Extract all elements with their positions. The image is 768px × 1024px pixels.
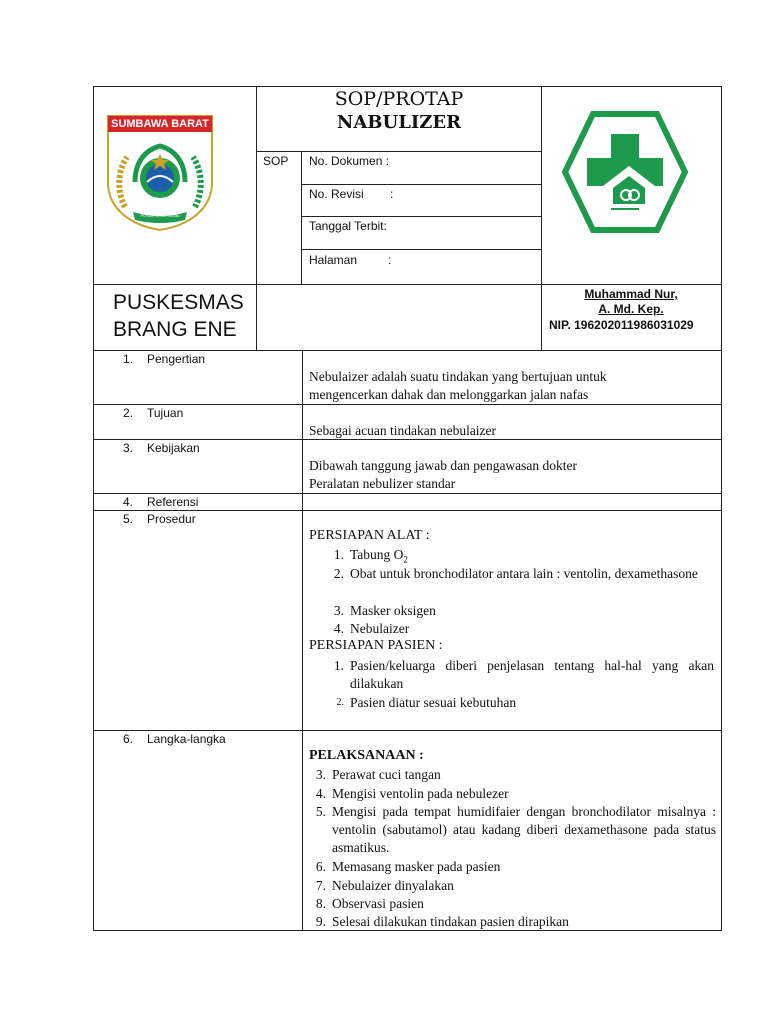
list-item: 2. Pasien diatur sesuai kebutuhan (336, 695, 517, 710)
revisi-colon: : (390, 187, 394, 201)
pelaksanaan-heading: PELAKSANAAN : (309, 748, 424, 763)
emblem-title: SUMBAWA BARAT (111, 118, 209, 130)
pengertian-line2: mengencerkan dahak dan melonggarkan jalan nafas (309, 387, 589, 402)
section-5-title: Prosedur (147, 512, 196, 526)
section-3-number: 3. (123, 441, 134, 455)
persiapan-alat-heading: PERSIAPAN ALAT : (309, 528, 430, 543)
section-4-title: Referensi (147, 495, 199, 509)
list-item: 2. Obat untuk bronchodilator antara lain : ventolin, dexamethasone (333, 566, 698, 581)
pengertian-line1: Nebulaizer adalah suatu tindakan yang bertujuan untuk (309, 369, 607, 384)
section-6-title: Langka-langka (147, 732, 226, 746)
tanggal-label: Tanggal Terbit: (309, 219, 387, 233)
section-4-number: 4. (123, 495, 134, 509)
list-item: 9. Selesai dilakukan tindakan pasien dirapikan (315, 914, 569, 929)
halaman-label: Halaman (309, 253, 358, 267)
section-6-number: 6. (123, 732, 134, 746)
sop-title-line2: NABULIZER (336, 112, 462, 133)
list-item: 4. Mengisi ventolin pada nebulezer (315, 786, 509, 801)
sop-label: SOP (263, 154, 289, 168)
signer-nip: NIP. 196202011986031029 (549, 318, 694, 332)
tujuan-line1: Sebagai acuan tindakan nebulaizer (309, 423, 497, 438)
institution-line2: BRANG ENE (113, 318, 237, 341)
list-item: 3. Masker oksigen (333, 603, 436, 618)
list-item: 3. Perawat cuci tangan (315, 767, 441, 782)
list-item: 7. Nebulaizer dinyalakan (315, 878, 454, 893)
doc-no-label: No. Dokumen : (309, 154, 390, 168)
sop-title-line1: SOP/PROTAP (334, 88, 464, 110)
list-item: 6. Memasang masker pada pasien (315, 859, 501, 874)
list-item: 1. Tabung $O_2$ (333, 547, 408, 565)
section-5-number: 5. (123, 512, 134, 526)
list-item: 4. Nebulaizer (333, 621, 410, 636)
persiapan-pasien-heading: PERSIAPAN PASIEN : (309, 638, 443, 653)
kebijakan-line1: Dibawah tanggung jawab dan pengawasan dokter (309, 458, 578, 473)
kebijakan-line2: Peralatan nebulizer standar (309, 476, 456, 491)
emblem-motto: PUSUK LEMA SAMBI (140, 213, 180, 218)
section-2-title: Tujuan (147, 406, 184, 420)
signer-name: Muhammad Nur, (584, 287, 678, 301)
section-1-title: Pengertian (147, 352, 206, 366)
signer-title: A. Md. Kep. (598, 302, 664, 316)
list-item: 1. Pasien/keluarga diberi penjelasan tentang hal-hal yang akan dilakukan (333, 658, 714, 691)
list-item: 8. Observasi pasien (315, 896, 424, 911)
section-2-number: 2. (123, 406, 134, 420)
section-3-title: Kebijakan (147, 441, 200, 455)
institution-line1: PUSKESMAS (113, 291, 244, 314)
section-1-number: 1. (123, 352, 134, 366)
halaman-colon: : (388, 253, 392, 267)
puskesmas-green-cross-icon (555, 104, 695, 240)
list-item: 5. Mengisi pada tempat humidifaier dengan bronchodilator misalnya : ventolin (sabutamol) atau kadang diberi dexamethasone pada status asmatikus. (315, 804, 716, 855)
revisi-label: No. Revisi (309, 187, 364, 201)
sumbawa-barat-emblem-icon (105, 112, 215, 232)
